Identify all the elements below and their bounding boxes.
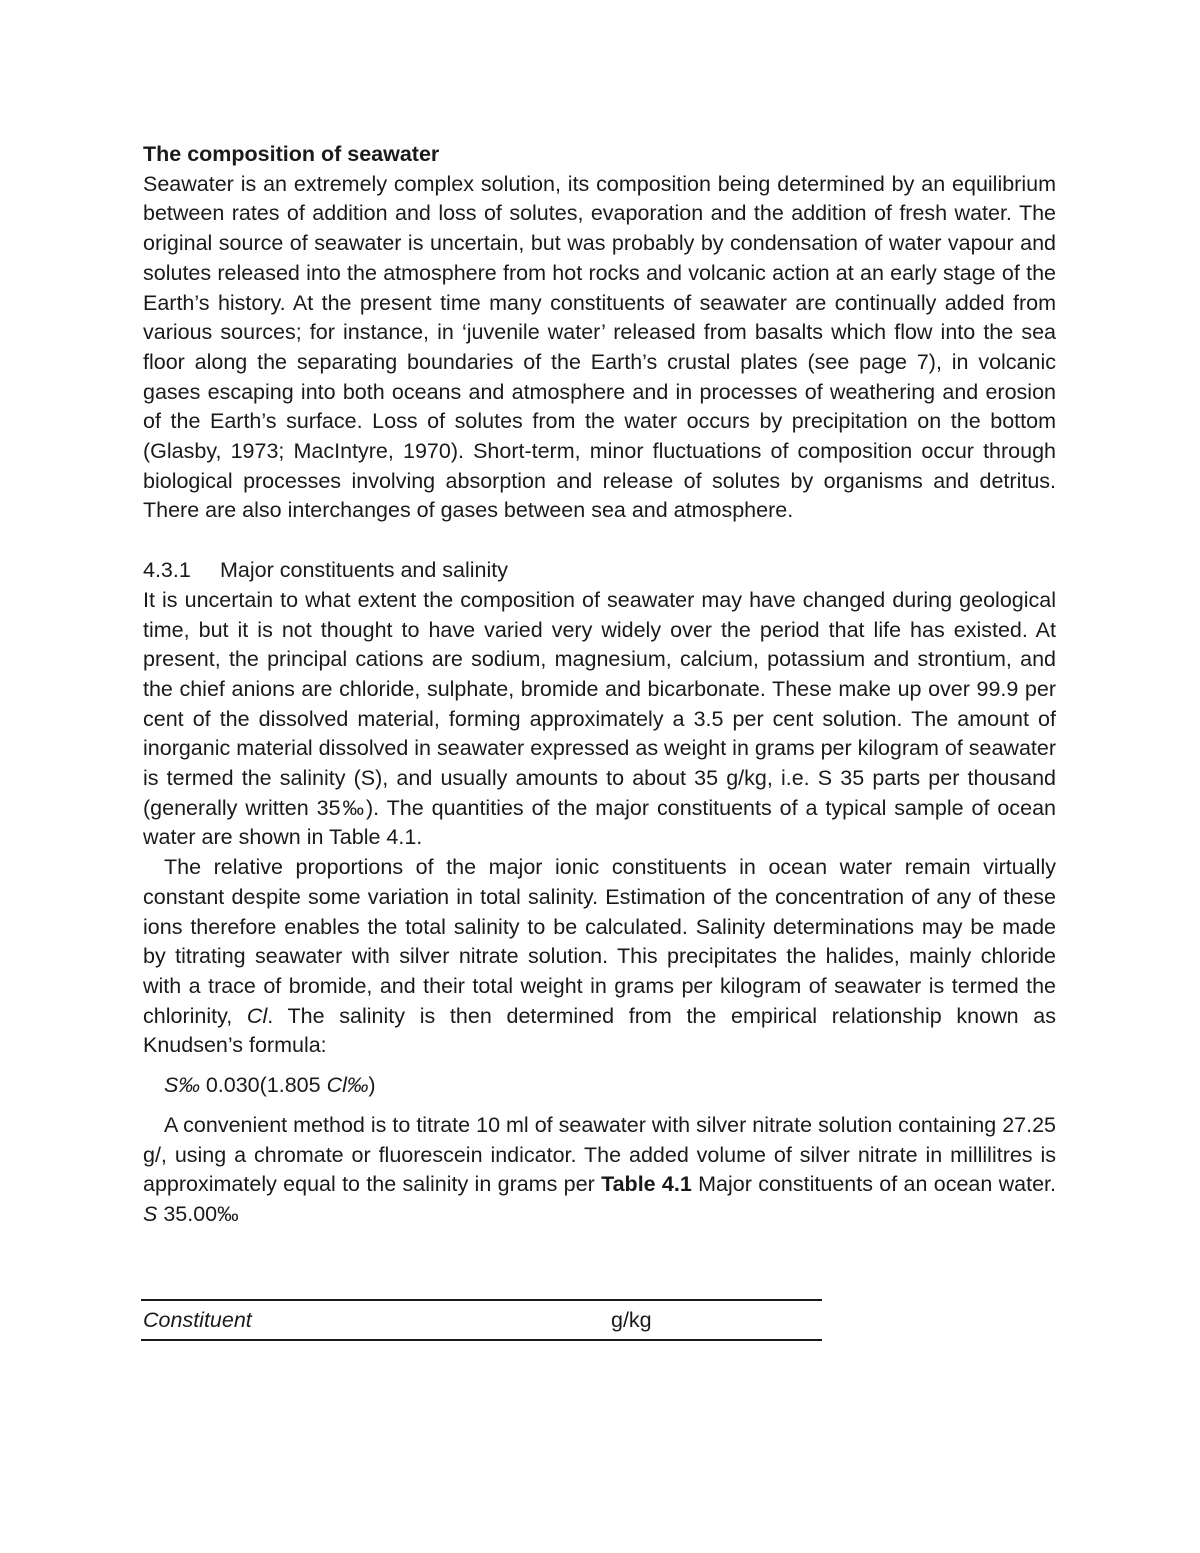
formula-lhs: S‰ (164, 1073, 200, 1098)
table-header-rule (141, 1339, 822, 1341)
constituents-table (141, 1299, 822, 1341)
intro-paragraph: Seawater is an extremely complex solution, its composition being determined by an equilibrium between rates of addition and loss of solutes, evaporation and the addition of fresh water. The original source of seawater is uncertain, but was probably by condensation of water vapour and solutes released into the atmosphere from hot rocks and volcanic action at an early stage of the Earth’s history. At the present time many constituents of seawater are continually added from various sources; for instance, in ‘juvenile water’ released from basalts which flow into the sea floor along the separating boundaries of the Earth’s crustal plates (see page 7), in volcanic gases escaping into both oceans and atmosphere and in processes of weathering and erosion of the Earth’s surface. Loss of solutes from the water occurs by precipitation on the bottom (Glasby, 1973; MacIntyre, 1970). Short-term, minor fluctuations of composition occur through biological processes involving absorption and release of solutes by organisms and detritus. There are also interchanges of gases between sea and atmosphere. (143, 171, 1056, 523)
formula-mid: 0.030(1.805 (199, 1073, 327, 1098)
formula-end: ) (368, 1073, 376, 1098)
table-label: Table 4.1 (601, 1172, 692, 1197)
header-constituent: Constituent (143, 1307, 252, 1332)
header-gkg: g/kg (611, 1307, 652, 1332)
document-page (143, 140, 1056, 1230)
salinity-paragraph-2 (143, 853, 1056, 1061)
section-heading (143, 556, 1056, 586)
section-heading-text: Major constituents and salinity (220, 558, 509, 583)
table-caption-s: S (143, 1201, 158, 1226)
section-number: 4.3.1 (143, 558, 191, 583)
formula-cl: Cl‰ (326, 1073, 369, 1098)
para2-text-a: The relative proportions of the major ionic constituents in ocean water remain virtually constant despite some variation in total salinity. Estimation of the concentration of any of these ions therefore enables the total salinity to be calculated. Salinity determinations may be made by titrating seawater with silver nitrate solution. This precipitates the halides, mainly chloride with a trace of bromide, and their total weight in grams per kilogram of seawater is termed the chlorinity, (143, 855, 1056, 1028)
knudsen-formula (143, 1071, 1056, 1101)
page-title: The composition of seawater (143, 142, 440, 166)
table-caption-b: 35.00‰ (157, 1201, 239, 1226)
paragraph-gap (143, 526, 1056, 556)
para3-text: A convenient method is to titrate 10 ml of seawater with silver nitrate solution containing 27.25 g/, using a chromate or fluorescein indicator. The added volume of silver nitrate in millilitres is approximately equal to the salinity in grams per (143, 1112, 1056, 1197)
salinity-paragraph-1: It is uncertain to what extent the composition of seawater may have changed during geological time, but it is not thought to have varied very widely over the period that life has existed. At present, the principal cations are sodium, magnesium, calcium, potassium and strontium, and the chief anions are chloride, sulphate, bromide and bicarbonate. These make up over 99.9 per cent of the dissolved material, forming approximately a 3.5 per cent solution. The amount of inorganic material dissolved in seawater expressed as weight in grams per kilogram of seawater is termed the salinity (S), and usually amounts to about 35 g/kg, i.e. S 35 parts per thousand (generally written 35‰). The quantities of the major constituents of a typical sample of ocean water are shown in Table 4.1. (143, 587, 1056, 850)
chlorinity-symbol: Cl (246, 1003, 268, 1028)
table-header-row (141, 1301, 822, 1339)
salinity-paragraph-3 (143, 1111, 1056, 1230)
para2-text-b: . The salinity is then determined from the empirical relationship known as Knudsen’s formula: (143, 1003, 1056, 1058)
table-caption-a: Major constituents of an ocean water. (691, 1172, 1057, 1197)
